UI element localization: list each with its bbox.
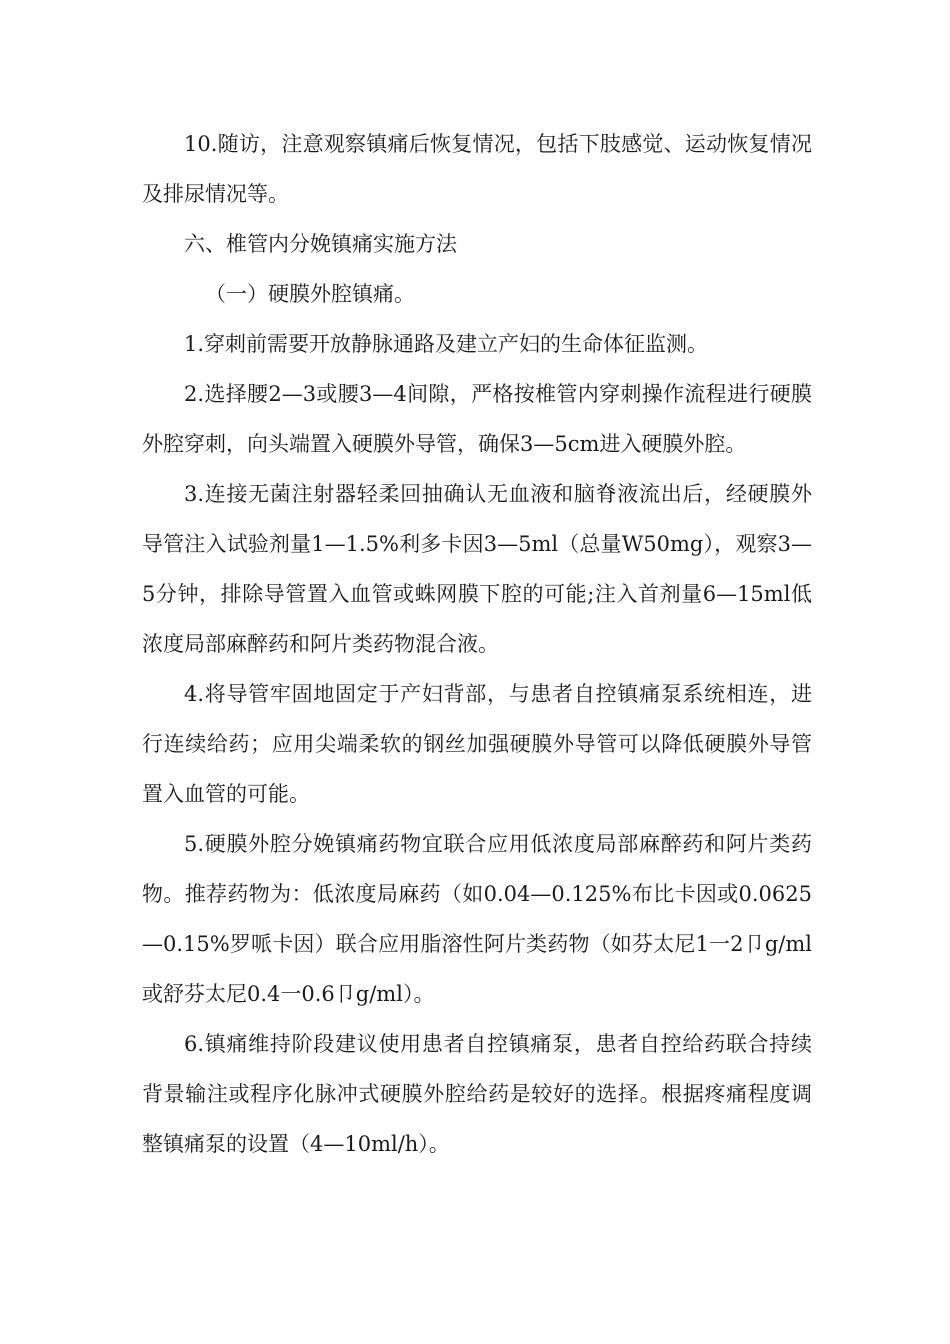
paragraph-step-6: 6.镇痛维持阶段建议使用患者自控镇痛泵，患者自控给药联合持续背景输注或程序化脉冲式硬膜外腔给药是较好的选择。根据疼痛程度调整镇痛泵的设置（4—10ml/h）。 <box>142 1032 812 1156</box>
paragraph-step-5: 5.硬膜外腔分娩镇痛药物宜联合应用低浓度局部麻醉药和阿片类药物。推荐药物为：低浓度局麻药（如0.04—0.125%布比卡因或0.0625—0.15%罗哌卡因）联合应用脂溶性阿片类药物（如芬太尼1一2卩g/ml或舒芬太尼0.4一0.6卩g/ml）。 <box>142 832 812 1006</box>
section-heading-six: 六、椎管内分娩镇痛实施方法 <box>184 232 457 256</box>
paragraph-step-1: 1.穿刺前需要开放静脉通路及建立产妇的生命体征监测。 <box>184 332 709 356</box>
paragraph-step-4: 4.将导管牢固地固定于产妇背部，与患者自控镇痛泵系统相连，进行连续给药；应用尖端柔软的钢丝加强硬膜外导管可以降低硬膜外导管置入血管的可能。 <box>142 682 812 806</box>
paragraph-step-2: 2.选择腰2—3或腰3—4间隙，严格按椎管内穿刺操作流程进行硬膜外腔穿刺，向头端置入硬膜外导管，确保3—5cm进入硬膜外腔。 <box>142 382 812 456</box>
paragraph-step-3: 3.连接无菌注射器轻柔回抽确认无血液和脑脊液流出后，经硬膜外导管注入试验剂量1—1.5%利多卡因3—5ml（总量W50mg），观察3—5分钟，排除导管置入血管或蛛网膜下腔的可能;注入首剂量6—15ml低浓度局部麻醉药和阿片类药物混合液。 <box>142 482 812 656</box>
document-body <box>142 119 812 1169</box>
subsection-heading-epidural: （一）硬膜外腔镇痛。 <box>205 282 415 306</box>
paragraph-followup: 10.随访，注意观察镇痛后恢复情况，包括下肢感觉、运动恢复情况及排尿情况等。 <box>142 132 812 206</box>
